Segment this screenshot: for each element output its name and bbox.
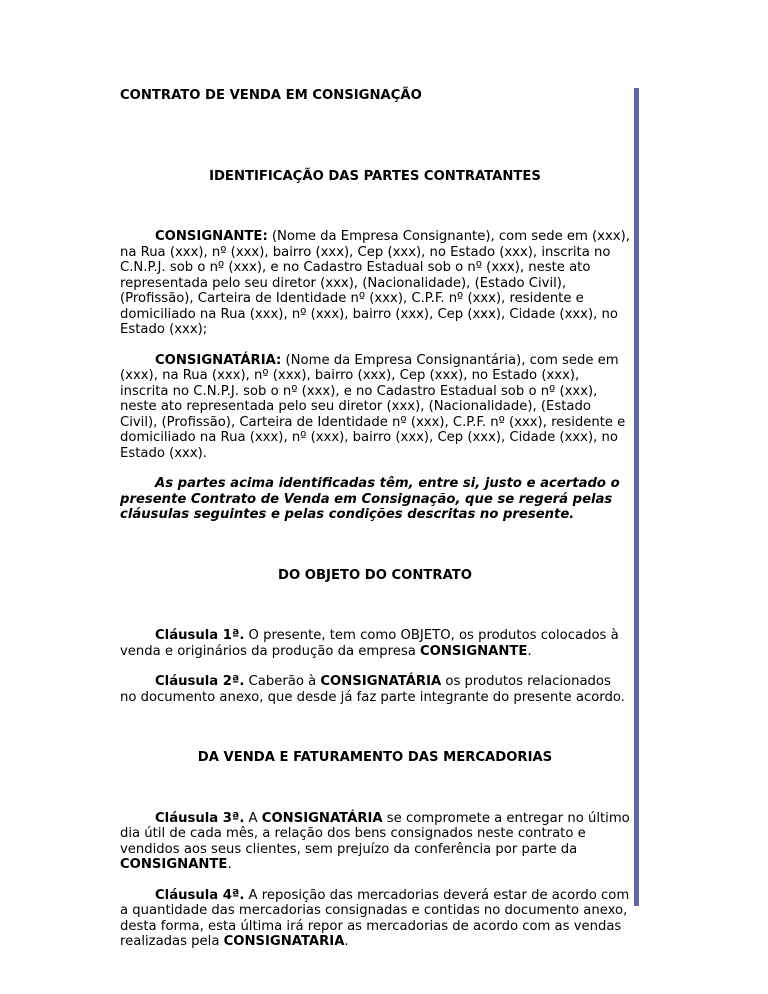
clause-3-party-b: CONSIGNANTE xyxy=(120,857,228,872)
clause-1-party: CONSIGNANTE xyxy=(419,643,528,659)
paragraph-clause-3 xyxy=(120,811,630,873)
clause-4-label: Cláusula 4ª. xyxy=(155,887,245,903)
clause-4-end: . xyxy=(344,934,349,949)
clause-4-party: CONSIGNATARIA xyxy=(223,934,345,949)
clause-3-party-a: CONSIGNATÁRIA xyxy=(261,810,383,826)
consignataria-text: (Nome da Empresa Consignantária), com sede em (xxx), na Rua (xxx), nº (xxx), bairro (xxx), Cep (xxx), no Estado (xxx), inscrita no C.N.P.J. sob o nº (xxx), e no Cadastro Estadual sob o nº (xxx), neste ato representada pelo seu diretor (xxx), (Nacionalidade), (Estado Civil), (Profissão), Carteira de Identidade nº (xxx), C.P.F. nº (xxx), residente e domiciliado na Rua (xxx), nº (xxx), bairro (xxx), Cep (xxx), Cidade (xxx), no Estado (xxx). xyxy=(120,352,626,461)
clause-1-text: O presente, tem como OBJETO, os produtos colocados à venda e originários da produção da empresa xyxy=(120,628,619,659)
consignante-text: (Nome da Empresa Consignante), com sede em (xxx), na Rua (xxx), nº (xxx), bairro (xxx), Cep (xxx), no Estado (xxx), inscrita no C.N.P.J. sob o nº (xxx), e no Cadastro Estadual sob o nº (xxx), neste ato representada pelo seu diretor (xxx), (Nacionalidade), (Estado Civil), (Profissão), Carteira de Identidade nº (xxx), C.P.F. nº (xxx), residente e domiciliado na Rua (xxx), nº (xxx), bairro (xxx), Cep (xxx), Cidade (xxx), no Estado (xxx); xyxy=(120,229,630,337)
document-body xyxy=(120,88,630,950)
clause-4-text: A reposição das mercadorias deverá estar de acordo com a quantidade das mercadorias consignadas e contidas no documento anexo, desta forma, esta última irá repor as mercadorias de acordo com as vendas realizadas pela xyxy=(120,887,630,949)
section-heading-object: DO OBJETO DO CONTRATO xyxy=(278,567,472,583)
clause-2-party: CONSIGNATÁRIA xyxy=(320,674,442,689)
consignante-label: CONSIGNANTE: xyxy=(155,229,268,244)
clause-2-text-a: Caberão à xyxy=(244,674,321,689)
clause-3-end: . xyxy=(227,857,232,872)
paragraph-clause-2 xyxy=(120,674,630,705)
clause-3-text-b: se compromete a entregar no último dia útil de cada mês, a relação dos bens consignados neste contrato e vendidos aos seus clientes, sem prejuízo da conferência por parte da xyxy=(120,810,630,857)
clause-2-label: Cláusula 2ª. xyxy=(155,674,245,689)
margin-rule xyxy=(634,88,639,906)
clause-3-label: Cláusula 3ª. xyxy=(155,810,245,826)
section-heading-sales: DA VENDA E FATURAMENTO DAS MERCADORIAS xyxy=(197,750,553,765)
consignataria-label: CONSIGNATÁRIA: xyxy=(155,352,282,368)
clause-1-label: Cláusula 1ª. xyxy=(155,628,245,643)
section-heading-parties: IDENTIFICAÇÃO DAS PARTES CONTRATANTES xyxy=(209,168,541,184)
clause-2-text-b: os produtos relacionados no documento anexo, que desde já faz parte integrante do presente acordo. xyxy=(120,674,625,705)
clause-3-text-a: A xyxy=(244,810,262,826)
clause-1-end: . xyxy=(527,643,532,659)
paragraph-clause-1 xyxy=(120,628,630,659)
document-title: CONTRATO DE VENDA EM CONSIGNAÇÃO xyxy=(120,88,422,103)
paragraph-consignante xyxy=(120,229,630,338)
paragraph-clause-4 xyxy=(120,888,630,950)
paragraph-consignataria xyxy=(120,353,630,462)
paragraph-agreement: As partes acima identificadas têm, entre si, justo e acertado o presente Contrato de Venda em Consignação, que se regerá pelas cláusulas seguintes e pelas condições descritas no presente. xyxy=(120,476,620,522)
